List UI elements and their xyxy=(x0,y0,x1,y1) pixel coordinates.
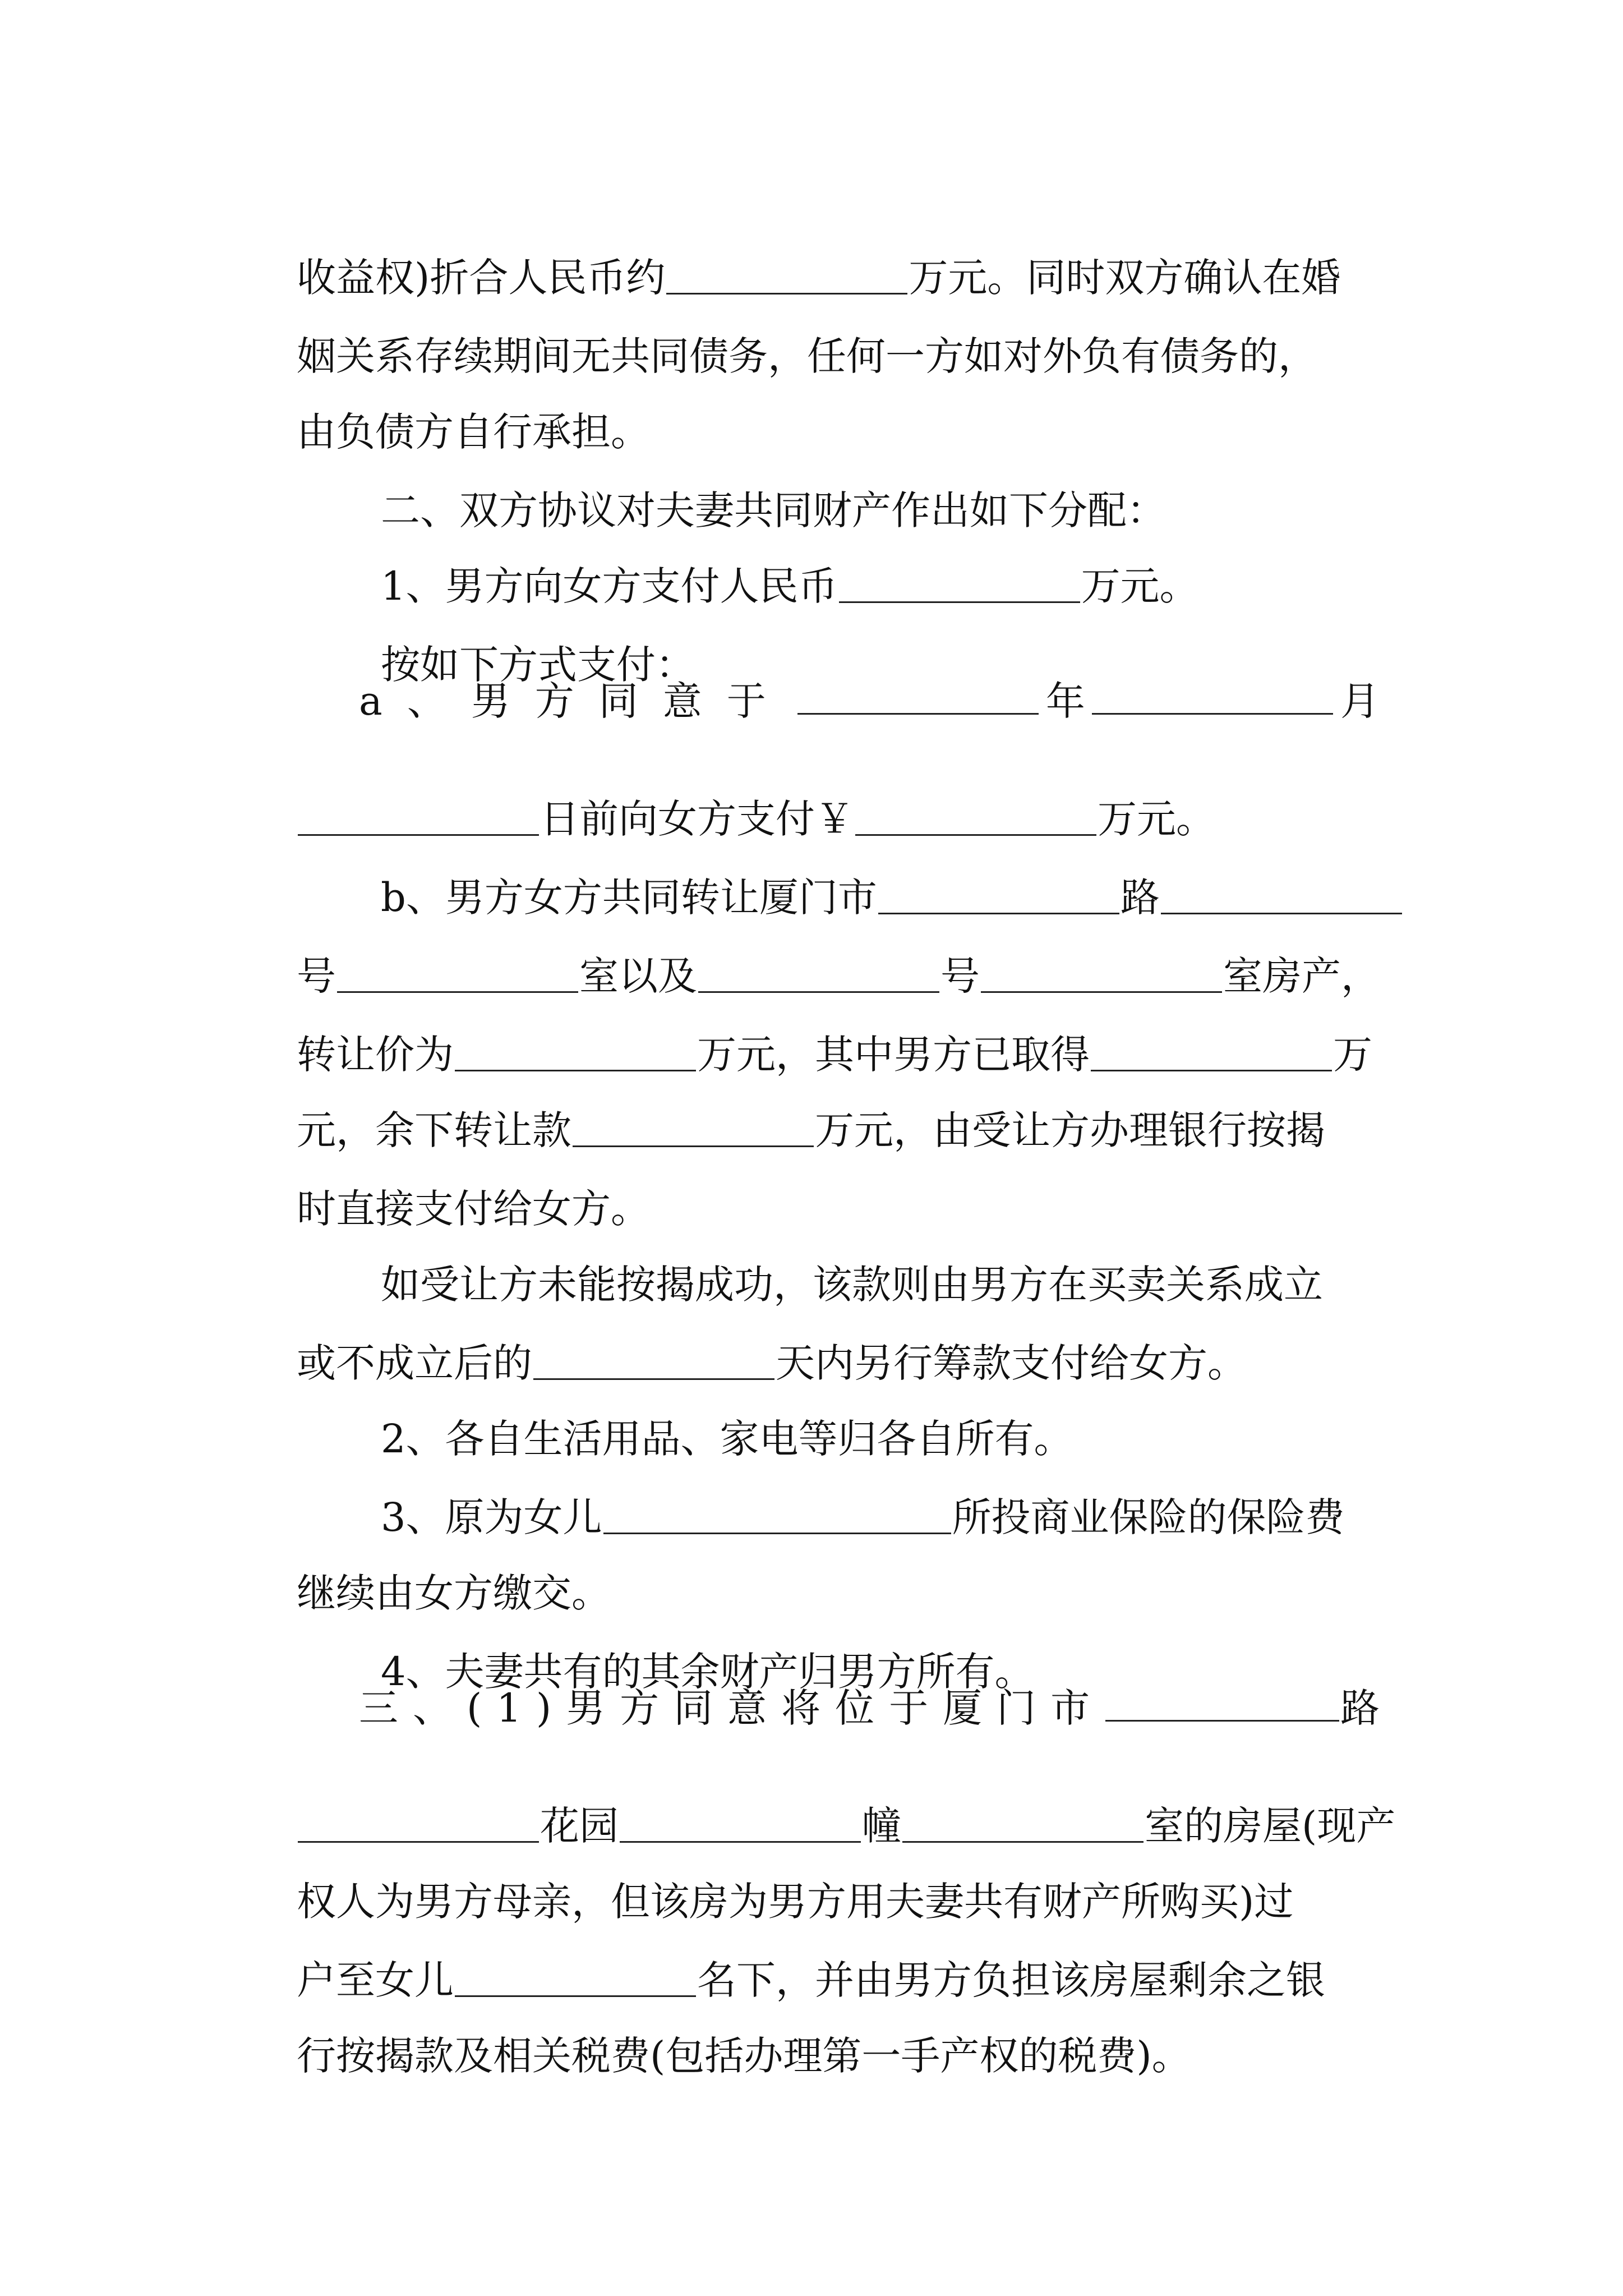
text: 姻关系存续期间无共同债务，任何一方如对外负有债务的， xyxy=(297,333,1318,379)
text: 三、(1)男方同意将位于厦门市 xyxy=(359,1685,1105,1731)
text: b、男方女方共同转让厦门市 xyxy=(381,875,877,921)
text: 行按揭款及相关税费(包括办理第一手产权的税费)。 xyxy=(297,2033,1191,2079)
text: a、男方同意于 xyxy=(359,678,791,724)
blank-field xyxy=(1092,682,1333,715)
section-3-line-5 xyxy=(247,1997,1191,2115)
text: 如受让方未能按揭成功，该款则由男方在买卖关系成立 xyxy=(381,1262,1324,1308)
text: 路 xyxy=(1120,875,1160,921)
blank-field xyxy=(902,1810,1144,1843)
text: 幢 xyxy=(862,1803,902,1849)
text: 按如下方式支付： xyxy=(381,642,695,688)
blank-field xyxy=(698,960,939,993)
blank-field xyxy=(981,960,1222,993)
text: 所投商业保险的保险费 xyxy=(952,1494,1345,1540)
text: 权人为男方母亲，但该房为男方用夫妻共有财产所购买)过 xyxy=(297,1879,1294,1925)
blank-field xyxy=(839,570,1080,603)
blank-field xyxy=(797,682,1039,715)
blank-field xyxy=(666,261,907,295)
text: 二、双方协议对夫妻共同财产作出如下分配： xyxy=(381,487,1166,533)
text: 1、男方向女方支付人民币 xyxy=(381,563,838,609)
text: 由负债方自行承担。 xyxy=(297,409,651,455)
blank-field xyxy=(603,1501,951,1534)
text: 花园 xyxy=(540,1803,619,1849)
text: 日前向女方支付￥ xyxy=(540,796,855,842)
blank-field xyxy=(455,1038,696,1071)
text: 元，余下转让款 xyxy=(297,1107,572,1153)
blank-field xyxy=(298,803,539,836)
text: 万元，其中男方已取得 xyxy=(697,1032,1090,1078)
text: 万 xyxy=(1333,1032,1373,1078)
text: 2、各自生活用品、家电等归各自所有。 xyxy=(381,1416,1073,1462)
blank-field xyxy=(878,881,1119,914)
section-3 xyxy=(359,1685,1380,1731)
text: 转让价为 xyxy=(297,1032,454,1078)
text: 时直接支付给女方。 xyxy=(297,1186,651,1232)
blank-field xyxy=(533,1347,774,1380)
blank-field xyxy=(298,1810,539,1843)
text: 万元。同时双方确认在婚 xyxy=(909,255,1341,301)
blank-field xyxy=(1091,1038,1332,1071)
text: 万元，由受让方办理银行按揭 xyxy=(815,1107,1326,1153)
text: 室房产， xyxy=(1223,953,1381,999)
text: 室以及 xyxy=(579,953,698,999)
text: 号 xyxy=(940,953,980,999)
text: 4、夫妻共有的其余财产归男方所有。 xyxy=(381,1649,1034,1695)
text: 收益权)折合人民币约 xyxy=(297,255,666,301)
text: 万元。 xyxy=(1098,796,1216,842)
text: 年 xyxy=(1045,678,1085,724)
text: 继续由女方缴交。 xyxy=(297,1570,611,1616)
text: 或不成立后的 xyxy=(297,1340,533,1386)
blank-field xyxy=(855,803,1096,836)
blank-field xyxy=(1161,881,1402,914)
text: 号 xyxy=(297,953,336,999)
blank-field xyxy=(620,1810,861,1843)
text: 室的房屋(现产 xyxy=(1145,1803,1396,1849)
text: 户至女儿 xyxy=(297,1957,454,2003)
item-a xyxy=(359,678,1380,724)
text: 名下，并由男方负担该房屋剩余之银 xyxy=(697,1957,1326,2003)
blank-field xyxy=(455,1964,696,1997)
text: 万元。 xyxy=(1081,563,1199,609)
blank-field xyxy=(337,960,578,993)
text: 天内另行筹款支付给女方。 xyxy=(776,1340,1247,1386)
text: 月 xyxy=(1340,678,1380,724)
blank-field xyxy=(573,1114,814,1147)
blank-field xyxy=(1105,1688,1339,1722)
text: 3、原为女儿 xyxy=(381,1494,602,1540)
text: 路 xyxy=(1340,1685,1380,1731)
